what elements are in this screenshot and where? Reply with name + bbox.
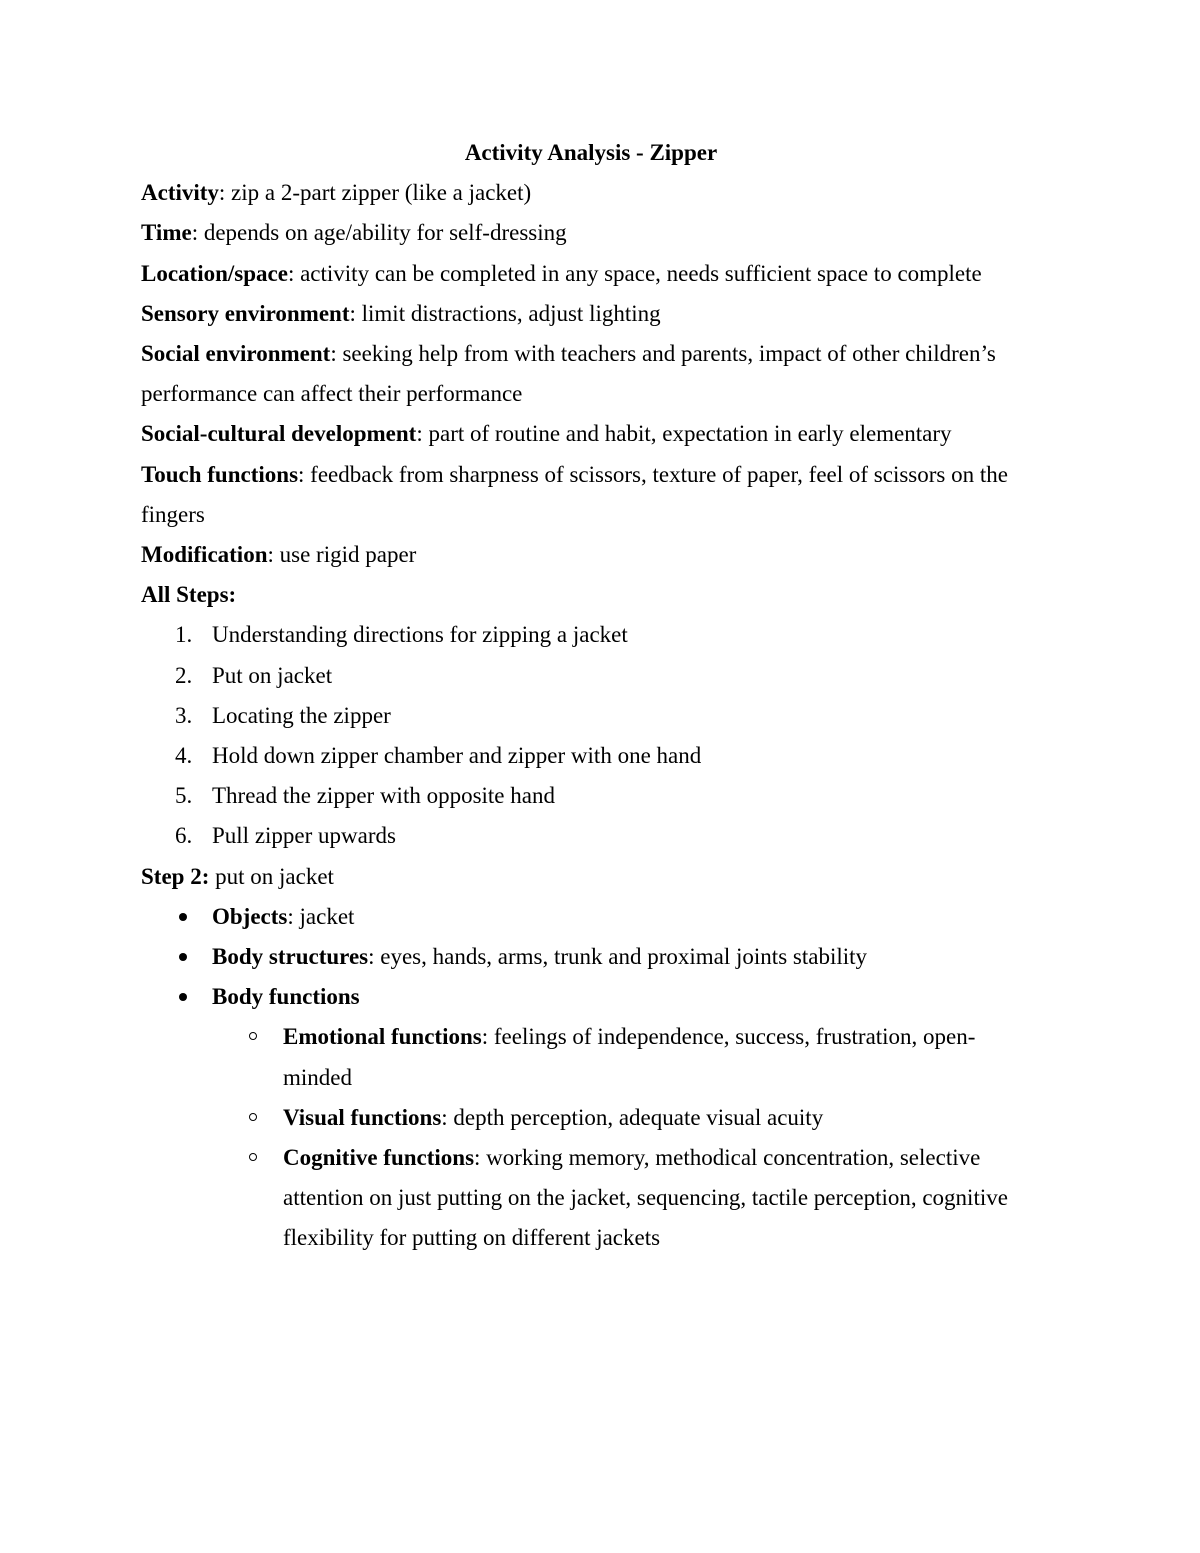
hollow-bullet-icon [249,1113,257,1121]
sub-bullet-text: : working memory, methodical concentration, selective attention on just putting on the jacket, sequencing, tactile perception, cognitive flexibility for putting on different jackets [283,1145,1008,1251]
field-text: : seeking help from with teachers and parents, impact of other children’s performance can affect their performance [141,341,996,407]
all-steps-heading [141,575,1041,615]
bullet-objects [141,897,1041,937]
field-text: : depends on age/ability for self-dressing [191,220,567,246]
bullet-label: Body functions [212,984,360,1010]
list-item [141,656,1041,696]
field-label: Modification [141,542,268,568]
sub-bullet-cognitive-functions [212,1138,1041,1259]
bullet-label: Body structures [212,944,369,970]
hollow-bullet-icon [249,1153,257,1161]
all-steps-label: All Steps: [141,582,237,608]
all-steps-list [141,615,1041,856]
field-label: Activity [141,180,219,206]
step2-label: Step 2: [141,863,210,889]
sub-bullet-text: : depth perception, adequate visual acuity [441,1104,824,1130]
step-number: 4. [175,743,193,769]
step-number: 6. [175,823,193,849]
field-label: Touch functions [141,461,299,487]
sub-bullet-text: : feelings of independence, success, frustration, open-minded [283,1024,976,1090]
sub-bullet-emotional-functions [212,1017,1041,1097]
step2-bullet-list [141,897,1041,1259]
sub-bullet-label: Emotional functions [283,1024,482,1050]
bullet-body-structures [141,937,1041,977]
step-text: Locating the zipper [212,702,391,728]
bullet-label: Objects [212,903,288,929]
field-sensory-environment [141,294,1041,334]
field-social-environment [141,334,1041,414]
field-text: : zip a 2-part zipper (like a jacket) [218,180,532,206]
step-text: Thread the zipper with opposite hand [212,783,555,809]
bullet-body-functions [141,977,1041,1258]
bullet-icon [179,913,187,921]
step-number: 2. [175,662,193,688]
field-modification [141,535,1041,575]
step2-heading [141,857,1041,897]
sub-bullet-label: Visual functions [283,1104,442,1130]
step-text: Put on jacket [212,662,333,688]
field-social-cultural-development [141,414,1041,454]
list-item [141,776,1041,816]
field-text: : limit distractions, adjust lighting [349,300,661,326]
field-label: Location/space [141,260,288,286]
field-location-space [141,254,1041,294]
list-item [141,736,1041,776]
field-text: : part of routine and habit, expectation in early elementary [416,421,952,447]
sub-bullet-visual-functions [212,1098,1041,1138]
bullet-icon [179,993,187,1001]
field-label: Social environment [141,341,331,367]
hollow-bullet-icon [249,1032,257,1040]
field-activity [141,173,1041,213]
field-label: Sensory environment [141,300,350,326]
list-item [141,615,1041,655]
list-item [141,816,1041,856]
field-time [141,213,1041,253]
field-text: : use rigid paper [267,542,417,568]
body-functions-sublist [212,1017,1041,1258]
field-text: : feedback from sharpness of scissors, texture of paper, feel of scissors on the fingers [141,461,1008,527]
list-item [141,696,1041,736]
step2-text: put on jacket [209,863,334,889]
step-text: Hold down zipper chamber and zipper with one hand [212,743,702,769]
field-label: Time [141,220,192,246]
step-number: 5. [175,783,193,809]
bullet-text: : eyes, hands, arms, trunk and proximal joints stability [368,944,868,970]
document-page [141,133,1041,1259]
step-number: 3. [175,702,193,728]
step-text: Understanding directions for zipping a jacket [212,622,628,648]
field-label: Social-cultural development [141,421,417,447]
step-text: Pull zipper upwards [212,823,396,849]
field-text: : activity can be completed in any space, needs sufficient space to complete [287,260,982,286]
document-title: Activity Analysis - Zipper [464,140,718,165]
bullet-icon [179,953,187,961]
field-touch-functions [141,455,1041,535]
sub-bullet-label: Cognitive functions [283,1145,475,1171]
step-number: 1. [175,622,193,648]
bullet-text: : jacket [287,903,355,929]
